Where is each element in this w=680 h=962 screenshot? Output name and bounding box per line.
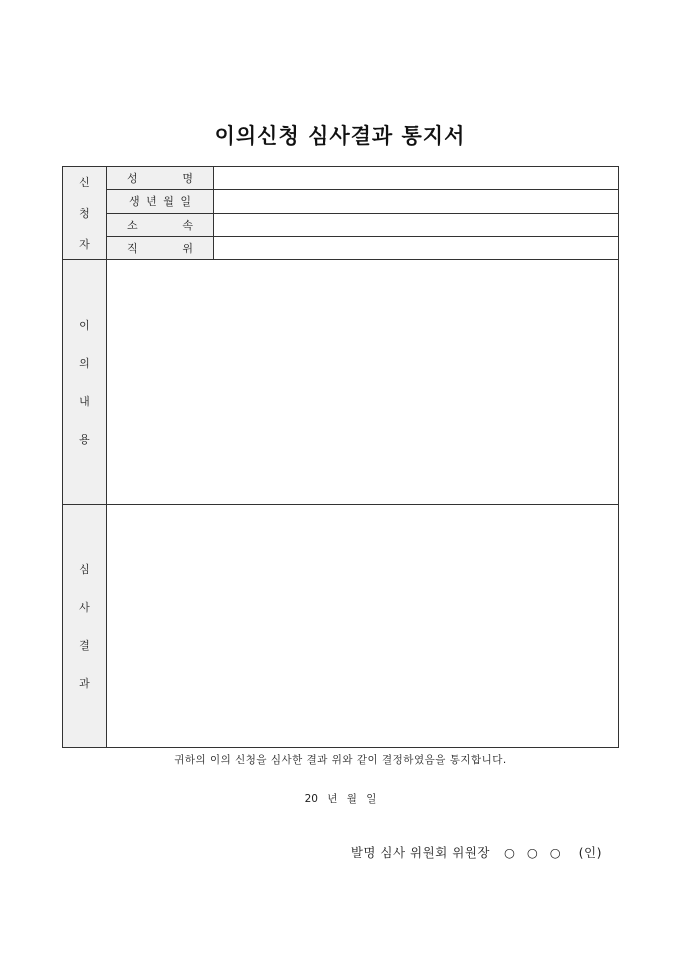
- position-field[interactable]: [214, 236, 619, 259]
- name-label: 성 명: [107, 167, 214, 190]
- applicant-label-char: 신: [79, 176, 90, 190]
- applicant-label-char: 자: [79, 237, 90, 251]
- review-result-label: 심 사 결 과: [63, 505, 107, 748]
- document-title: 이의신청 심사결과 통지서: [214, 124, 466, 148]
- notice-form-table: [62, 166, 619, 748]
- date-line: 20 년 월 일: [304, 793, 377, 805]
- review-result-content-field[interactable]: [107, 505, 619, 748]
- birthdate-field[interactable]: [214, 190, 619, 213]
- signature-name-placeholder: ○ ○ ○: [503, 844, 565, 860]
- objection-label: 이 의 내 용: [63, 260, 107, 505]
- affiliation-field[interactable]: [214, 213, 619, 236]
- applicant-label-char: 청: [79, 206, 90, 220]
- affiliation-label: 소 속: [107, 213, 214, 236]
- position-label: 직 위: [107, 236, 214, 259]
- applicant-group-label: [63, 167, 107, 260]
- birthdate-label: 생 년 월 일: [107, 190, 214, 213]
- seal-mark: (인): [578, 845, 602, 860]
- signature-line: [351, 843, 602, 861]
- notice-statement: 귀하의 이의 신청을 심사한 결과 위와 같이 결정하였음을 통지합니다.: [174, 754, 507, 766]
- objection-content-field[interactable]: [107, 260, 619, 505]
- name-field[interactable]: [214, 167, 619, 190]
- signature-title: 발명 심사 위원회 위원장: [350, 845, 490, 860]
